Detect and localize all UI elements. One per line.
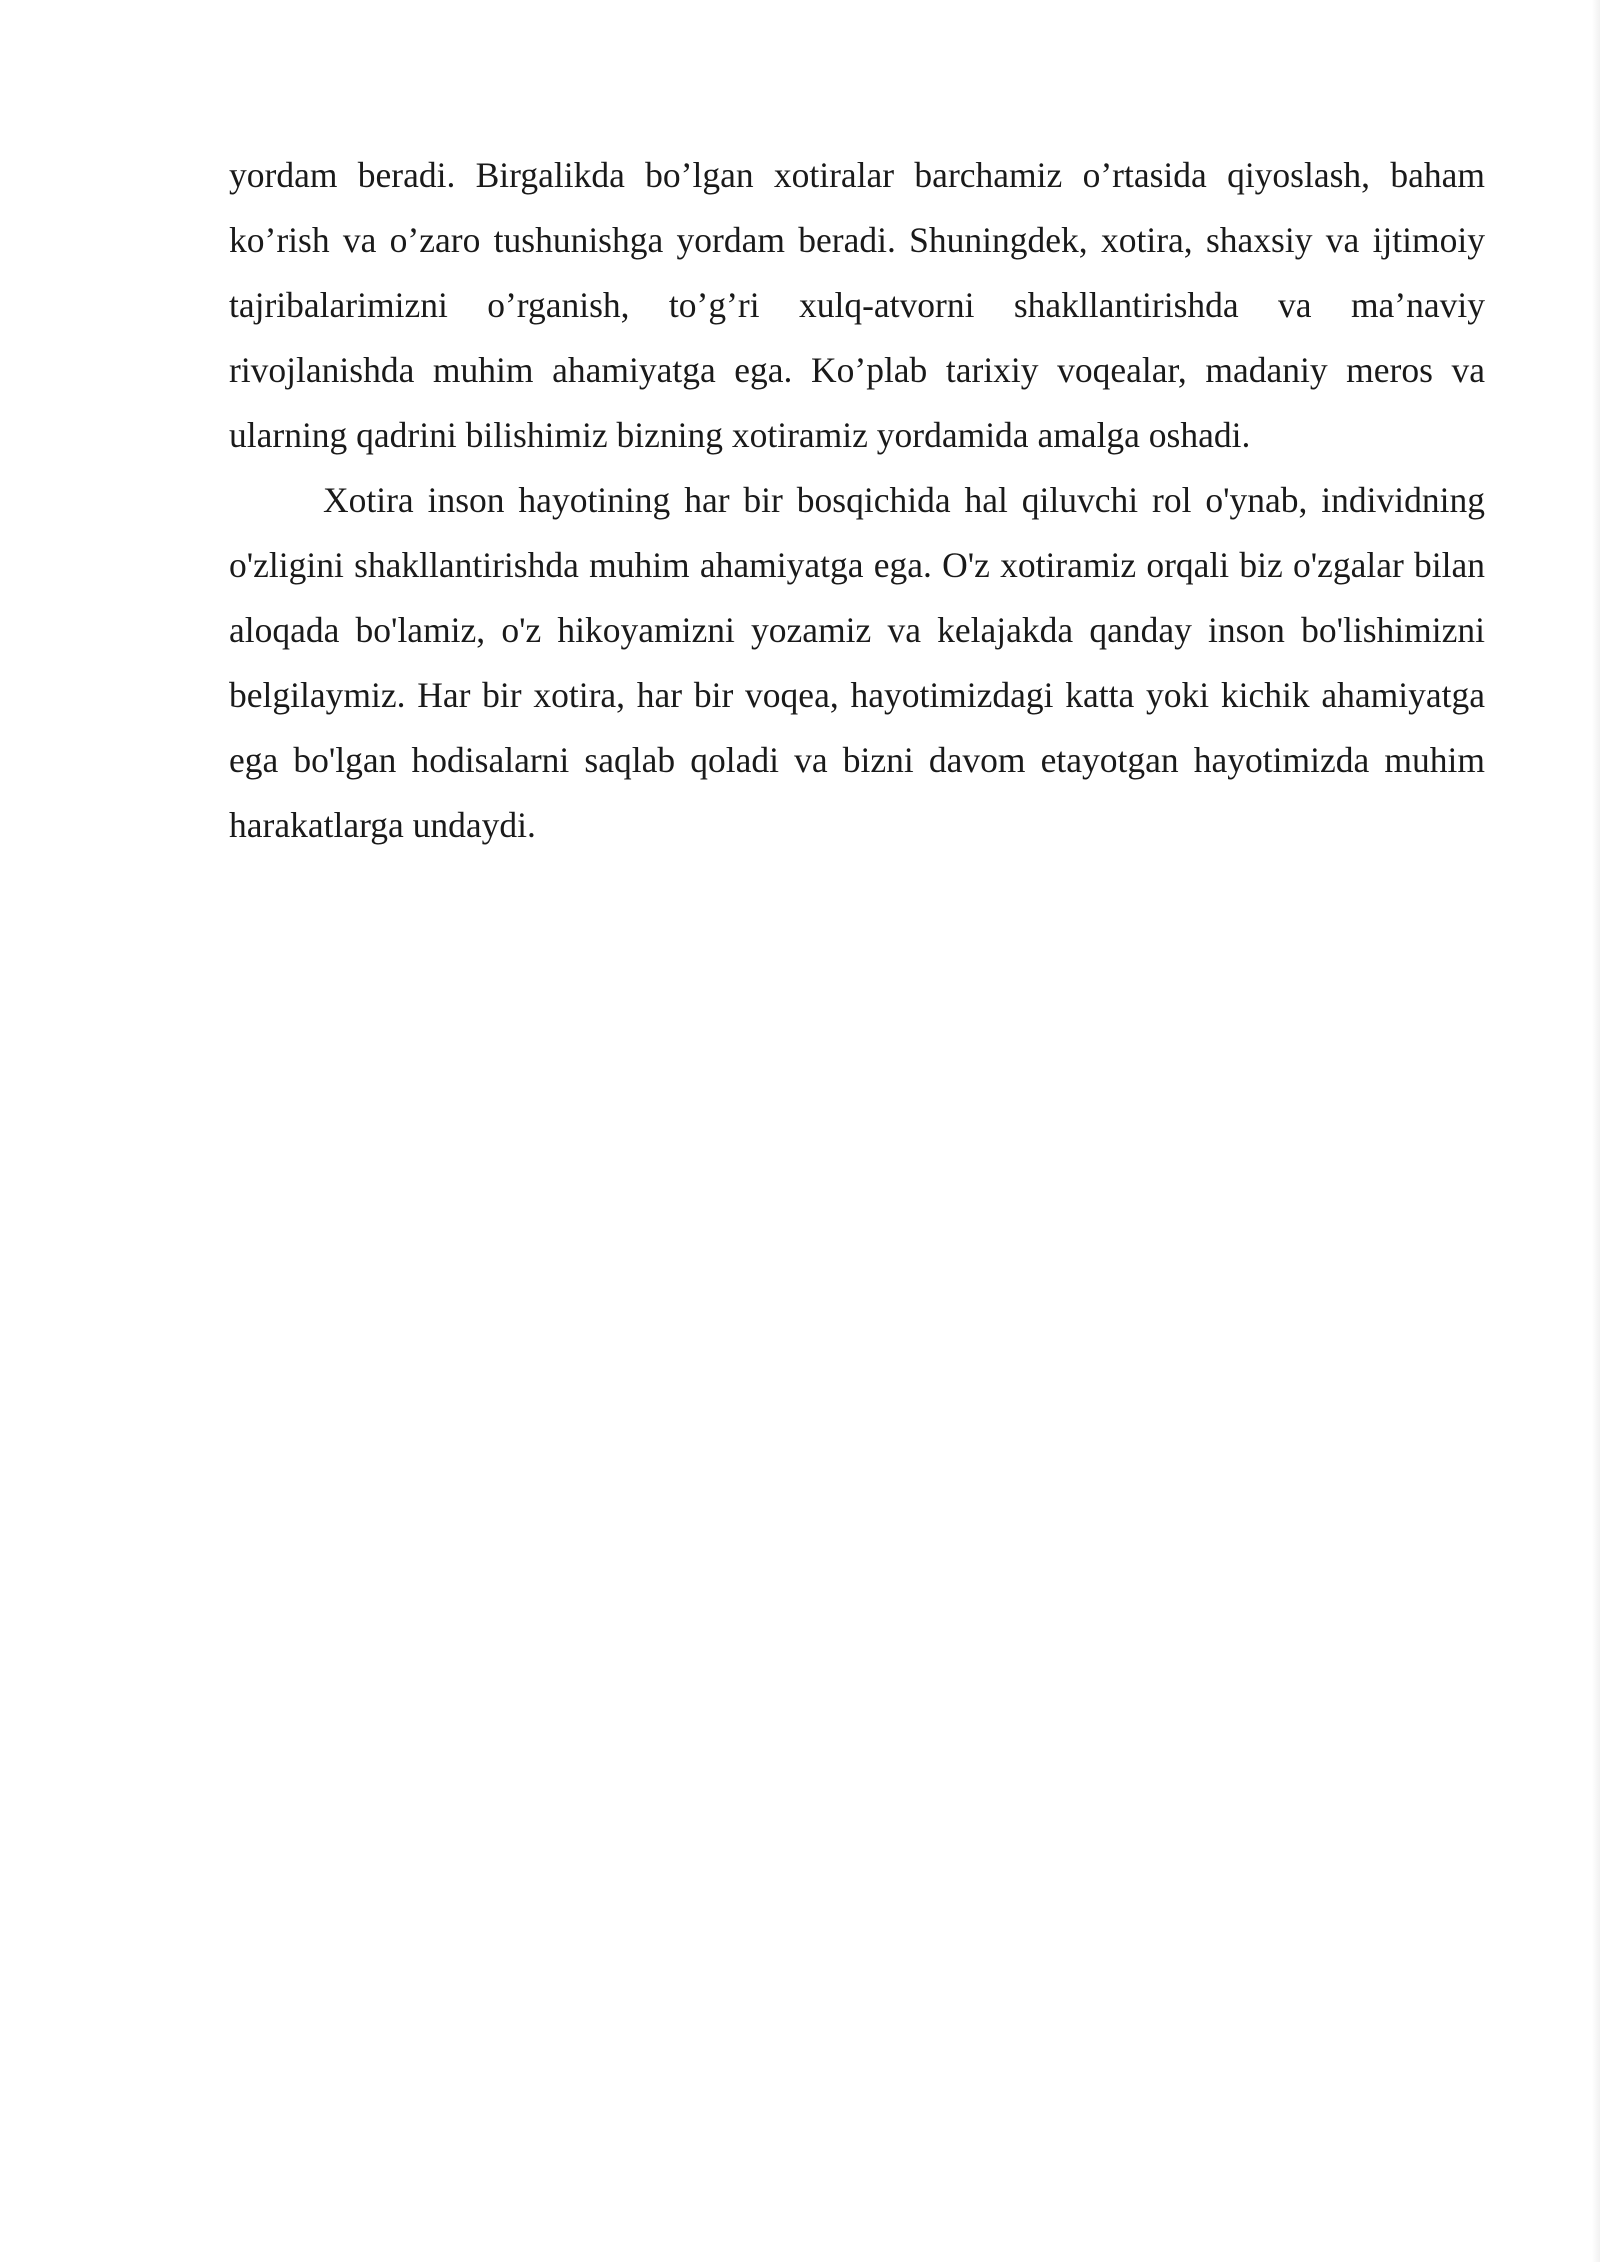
document-body — [229, 143, 1485, 858]
page-edge-shadow — [1592, 0, 1600, 2262]
paragraph-continuation: yordam beradi. Birgalikda bo’lgan xotiralar barchamiz o’rtasida qiyoslash, baham ko’rish va o’zaro tushunishga yordam beradi. Shuningdek, xotira, shaxsiy va ijtimoiy tajribalarimizni o’rganish, to’g’ri xulq-atvorni shakllantirishda va ma’naviy rivojlanishda muhim ahamiyatga ega. Ko’plab tarixiy voqealar, madaniy meros va ularning qadrini bilishimiz bizning xotiramiz yordamida amalga oshadi. — [229, 155, 1485, 455]
paragraph-memory-role: Xotira inson hayotining har bir bosqichida hal qiluvchi rol o'ynab, individning o'zligini shakllantirishda muhim ahamiyatga ega. O'z xotiramiz orqali biz o'zgalar bilan aloqada bo'lamiz, o'z hikoyamizni yozamiz va kelajakda qanday inson bo'lishimizni belgilaymiz. Har bir xotira, har bir voqea, hayotimizdagi katta yoki kichik ahamiyatga ega bo'lgan hodisalarni saqlab qoladi va bizni davom etayotgan hayotimizda muhim harakatlarga undaydi. — [229, 480, 1485, 845]
